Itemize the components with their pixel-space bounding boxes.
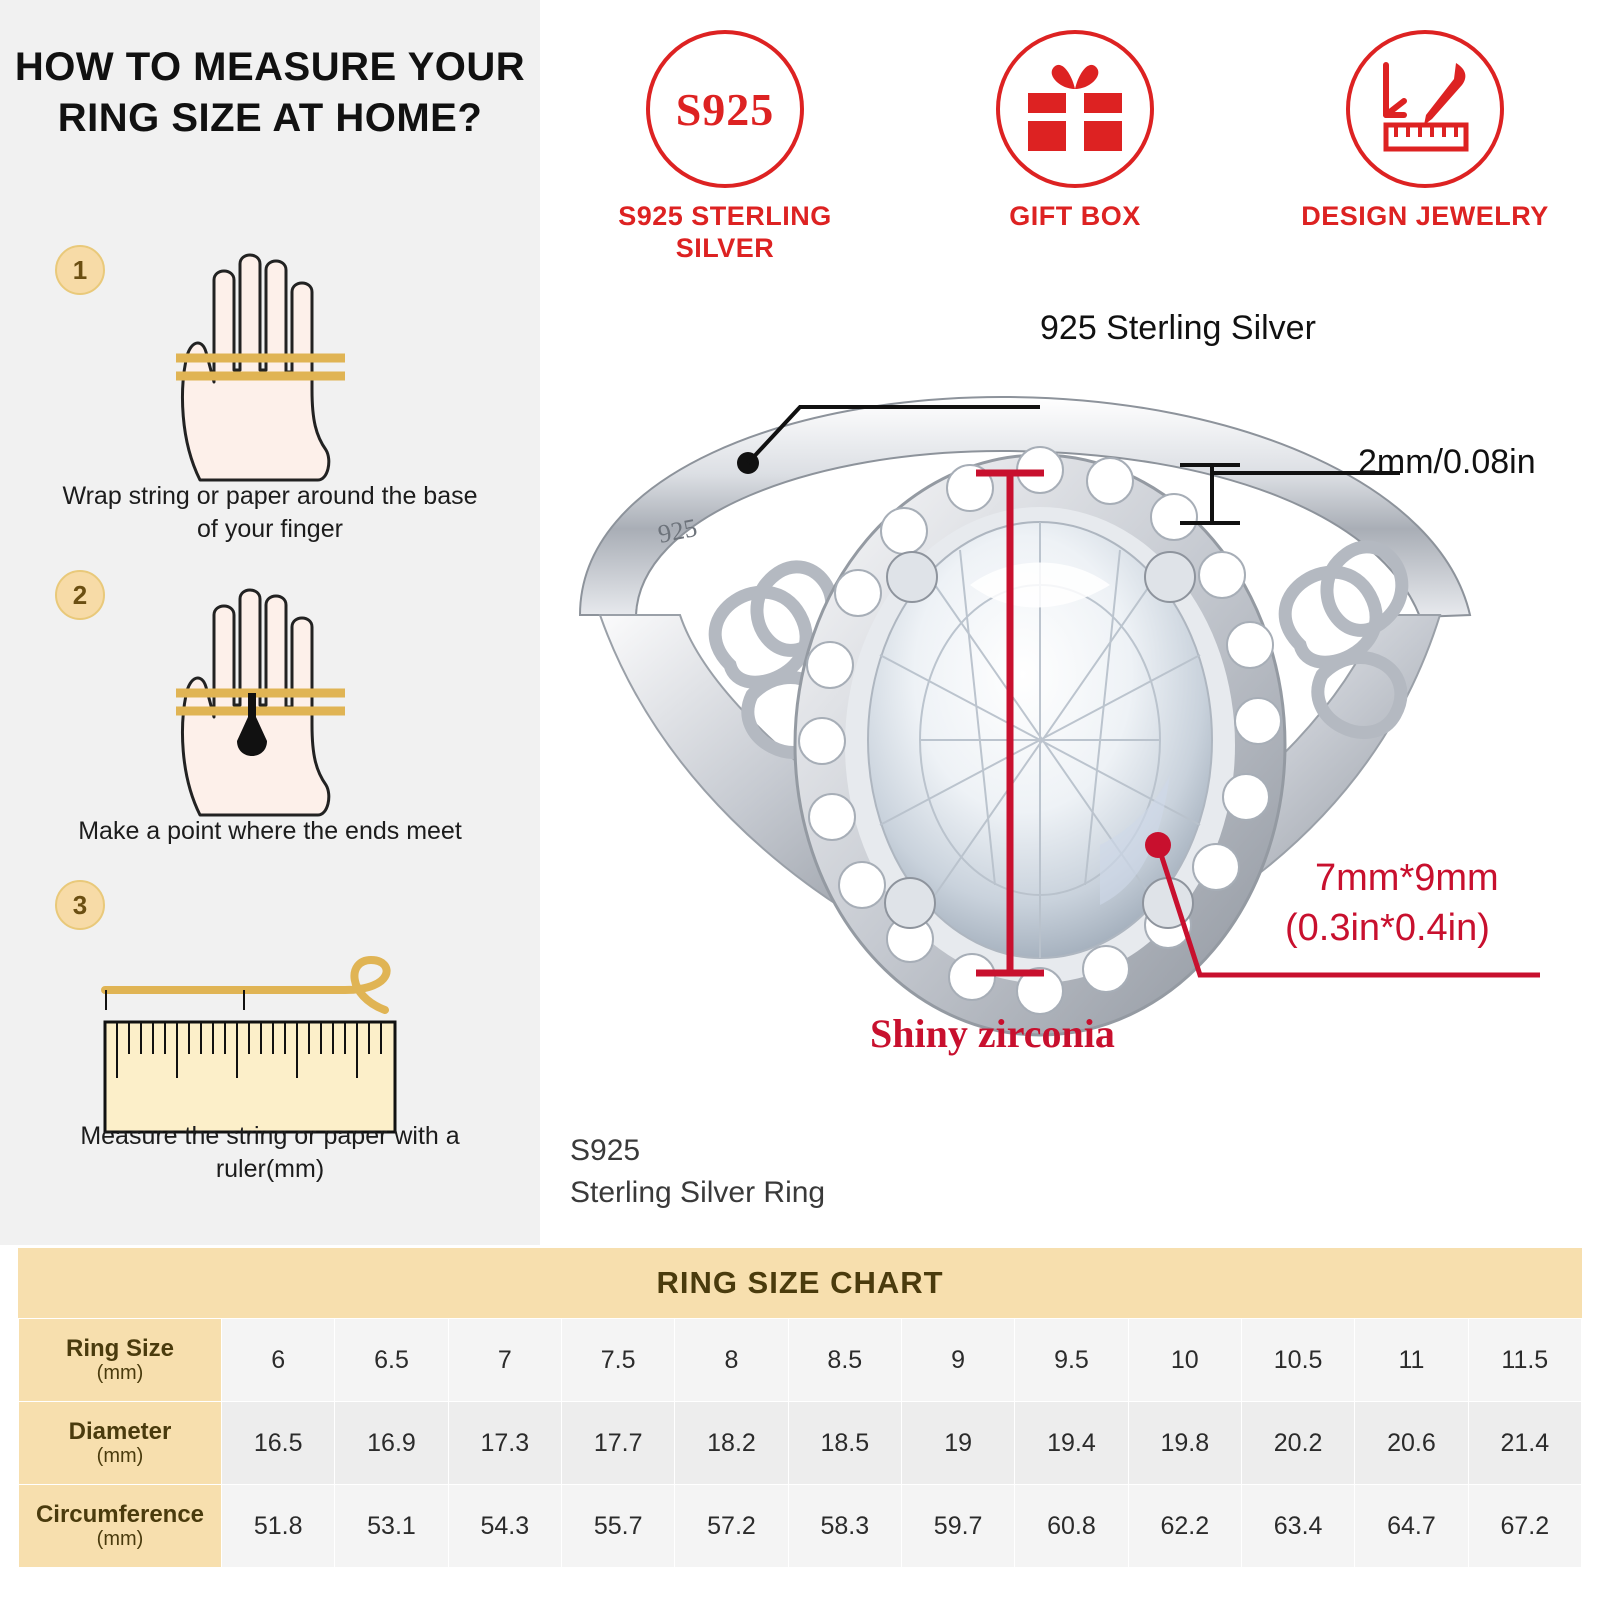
cell: 17.3 (448, 1402, 561, 1485)
callout-shiny-zirconia: Shiny zirconia (870, 1011, 1115, 1056)
cell: 11 (1355, 1319, 1468, 1402)
badge-s925-label: S925 STERLING SILVER (618, 201, 832, 264)
callout-stone-size-line2: (0.3in*0.4in) (1285, 907, 1490, 949)
ring-size-chart (18, 1248, 1582, 1568)
cell: 17.7 (561, 1402, 674, 1485)
table-row-circumference (19, 1485, 1582, 1568)
cell: 16.9 (335, 1402, 448, 1485)
callout-stone-size-line1: 7mm*9mm (1315, 857, 1499, 899)
cell: 53.1 (335, 1485, 448, 1568)
product-name (570, 1130, 825, 1214)
cell: 67.2 (1468, 1485, 1581, 1568)
badge-s925 (575, 30, 875, 265)
step-1-number: 1 (55, 245, 105, 295)
cell: 64.7 (1355, 1485, 1468, 1568)
cell: 51.8 (222, 1485, 335, 1568)
badge-design-jewelry (1275, 30, 1575, 232)
size-chart-table (18, 1318, 1582, 1568)
cell: 55.7 (561, 1485, 674, 1568)
hand-with-string-icon (140, 240, 410, 495)
cell: 8.5 (788, 1319, 901, 1402)
table-row-ring-size (19, 1319, 1582, 1402)
row-header-circumference: Circumference (mm) (19, 1485, 222, 1568)
step-1-caption: Wrap string or paper around the base of your finger (62, 482, 478, 543)
how-to-measure-panel (0, 0, 540, 1245)
product-photo-area (540, 285, 1600, 1245)
cell: 19 (901, 1402, 1014, 1485)
cell: 7 (448, 1319, 561, 1402)
row-header-diameter: Diameter (mm) (19, 1402, 222, 1485)
cell: 10 (1128, 1319, 1241, 1402)
design-jewelry-icon (1346, 30, 1504, 188)
cell: 63.4 (1241, 1485, 1354, 1568)
table-row-diameter (19, 1402, 1582, 1485)
ruler-icon (95, 950, 435, 1145)
cell: 8 (675, 1319, 788, 1402)
hand-with-marker-icon (140, 565, 410, 830)
badge-gift-box-label: GIFT BOX (1009, 201, 1141, 231)
cell: 6.5 (335, 1319, 448, 1402)
step-3-number: 3 (55, 880, 105, 930)
cell: 59.7 (901, 1485, 1014, 1568)
cell: 20.6 (1355, 1402, 1468, 1485)
cell: 7.5 (561, 1319, 674, 1402)
cell: 21.4 (1468, 1402, 1581, 1485)
cell: 60.8 (1015, 1485, 1128, 1568)
s925-stamp-icon (646, 30, 804, 188)
cell: 6 (222, 1319, 335, 1402)
cell: 62.2 (1128, 1485, 1241, 1568)
cell: 18.5 (788, 1402, 901, 1485)
step-3-caption: Measure the string or paper with a ruler(mm) (80, 1122, 460, 1183)
s925-glyph: S925 (675, 83, 775, 135)
cell: 16.5 (222, 1402, 335, 1485)
callout-sterling-silver: 925 Sterling Silver (1040, 309, 1316, 347)
cell: 11.5 (1468, 1319, 1581, 1402)
cell: 54.3 (448, 1485, 561, 1568)
page-title: HOW TO MEASURE YOUR RING SIZE AT HOME? (14, 45, 526, 141)
feature-badges (560, 10, 1590, 290)
cell: 20.2 (1241, 1402, 1354, 1485)
cell: 19.8 (1128, 1402, 1241, 1485)
cell: 10.5 (1241, 1319, 1354, 1402)
cell: 9.5 (1015, 1319, 1128, 1402)
cell: 58.3 (788, 1485, 901, 1568)
ring-illustration (540, 285, 1600, 1245)
step-2-number: 2 (55, 570, 105, 620)
cell: 19.4 (1015, 1402, 1128, 1485)
badge-gift-box (925, 30, 1225, 232)
gift-box-icon (996, 30, 1154, 188)
row-header-ring-size: Ring Size (mm) (19, 1319, 222, 1402)
cell: 57.2 (675, 1485, 788, 1568)
band-stamp-text: 925 (655, 512, 700, 549)
ring-size-chart-title: RING SIZE CHART (18, 1248, 1582, 1318)
product-name-line1: S925 (570, 1134, 641, 1167)
product-name-line2: Sterling Silver Ring (570, 1176, 826, 1209)
badge-design-jewelry-label: DESIGN JEWELRY (1301, 201, 1549, 231)
callout-band-thickness: 2mm/0.08in (1358, 443, 1536, 481)
cell: 9 (901, 1319, 1014, 1402)
step-2-caption: Make a point where the ends meet (78, 817, 462, 845)
cell: 18.2 (675, 1402, 788, 1485)
